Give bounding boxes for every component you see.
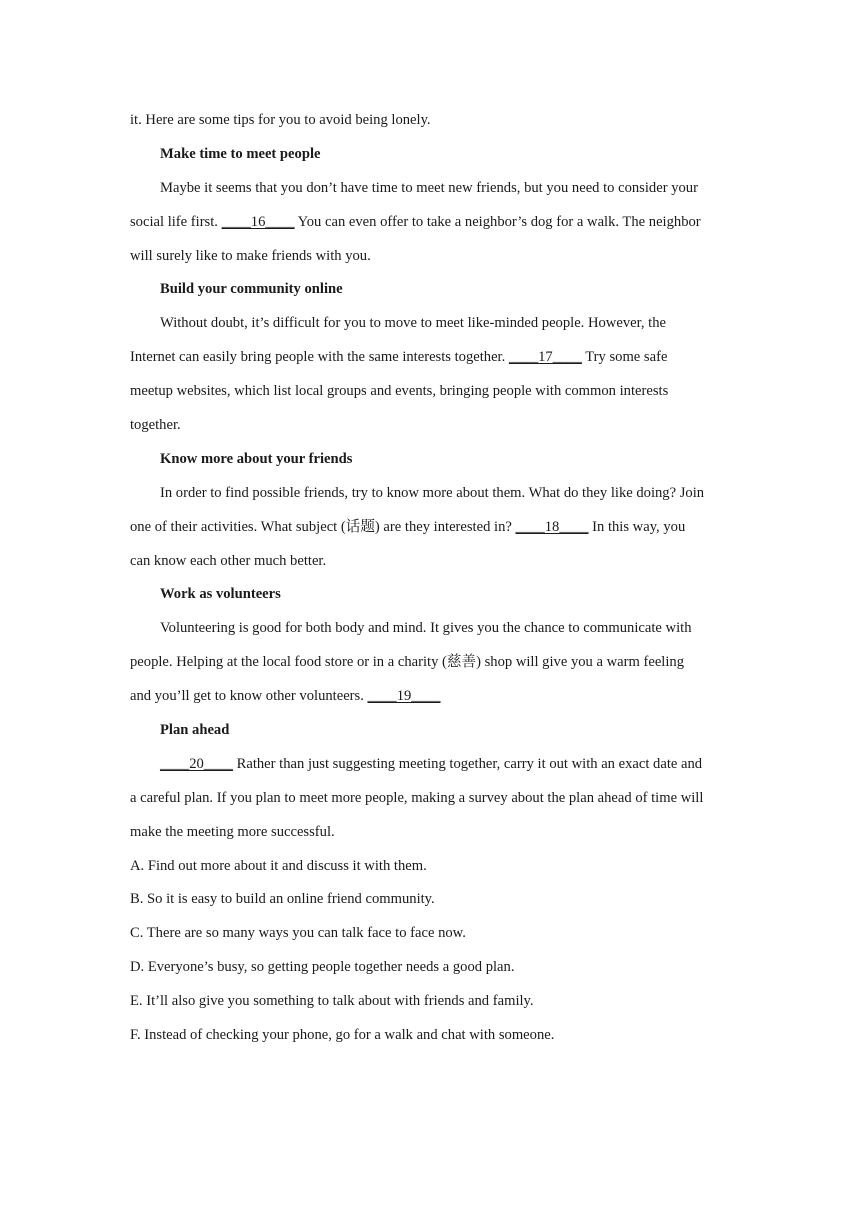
paragraph-line: meetup websites, which list local groups and events, bringing people with common interests — [130, 383, 669, 400]
blank-18: ____18____ — [515, 518, 589, 535]
blank-20: ____20____ — [160, 755, 233, 772]
blank-19: ____19____ — [367, 688, 441, 705]
section-heading-meet-people: Make time to meet people — [160, 145, 321, 162]
paragraph-line: can know each other much better. — [130, 552, 327, 569]
text-span: Rather than just suggesting meeting together, carry it out with an exact date and — [232, 755, 703, 772]
option-d: D. Everyone’s busy, so getting people together needs a good plan. — [130, 959, 515, 976]
section-heading-know-friends: Know more about your friends — [160, 450, 353, 467]
paragraph-line — [130, 748, 730, 782]
paragraph-line: make the meeting more successful. — [130, 823, 335, 840]
paragraph-line: Without doubt, it’s difficult for you to move to meet like-minded people. However, the — [160, 315, 666, 332]
option-b: B. So it is easy to build an online friend community. — [130, 891, 435, 908]
intro-line: it. Here are some tips for you to avoid being lonely. — [130, 112, 431, 128]
document-page — [130, 104, 730, 1053]
paragraph-line: together. — [130, 417, 181, 434]
section-heading-volunteers: Work as volunteers — [160, 586, 281, 603]
text-span: You can even offer to take a neighbor’s dog for a walk. The neighbor — [294, 213, 701, 230]
paragraph-line — [130, 206, 730, 240]
paragraph-line: Volunteering is good for both body and mind. It gives you the chance to communicate with — [160, 620, 692, 637]
text-span: social life first. — [130, 213, 222, 230]
text-span: Internet can easily bring people with the same interests together. — [130, 349, 509, 366]
option-c: C. There are so many ways you can talk face to face now. — [130, 925, 466, 942]
paragraph-line — [130, 341, 730, 375]
paragraph-line: In order to find possible friends, try to know more about them. What do they like doing? Join — [160, 484, 705, 501]
paragraph-line — [130, 511, 730, 545]
blank-16: ____16____ — [221, 213, 295, 230]
text-span: one of their activities. What subject (话题) are they interested in? — [130, 518, 516, 535]
paragraph-line: Maybe it seems that you don’t have time to meet new friends, but you need to consider your — [160, 179, 698, 196]
option-f: F. Instead of checking your phone, go for a walk and chat with someone. — [130, 1027, 555, 1044]
paragraph-line: will surely like to make friends with you. — [130, 247, 371, 264]
paragraph-line — [130, 680, 730, 714]
text-span: In this way, you — [588, 518, 686, 535]
option-e: E. It’ll also give you something to talk about with friends and family. — [130, 993, 534, 1010]
blank-17: ____17____ — [508, 349, 582, 366]
section-heading-community-online: Build your community online — [160, 281, 343, 298]
text-span: Try some safe — [581, 349, 668, 366]
section-heading-plan-ahead: Plan ahead — [160, 722, 230, 739]
option-a: A. Find out more about it and discuss it with them. — [130, 857, 427, 874]
text-span: and you’ll get to know other volunteers. — [130, 688, 368, 705]
paragraph-line: a careful plan. If you plan to meet more people, making a survey about the plan ahead of time will — [130, 789, 704, 806]
paragraph-line: people. Helping at the local food store or in a charity (慈善) shop will give you a warm feeling — [130, 654, 684, 671]
